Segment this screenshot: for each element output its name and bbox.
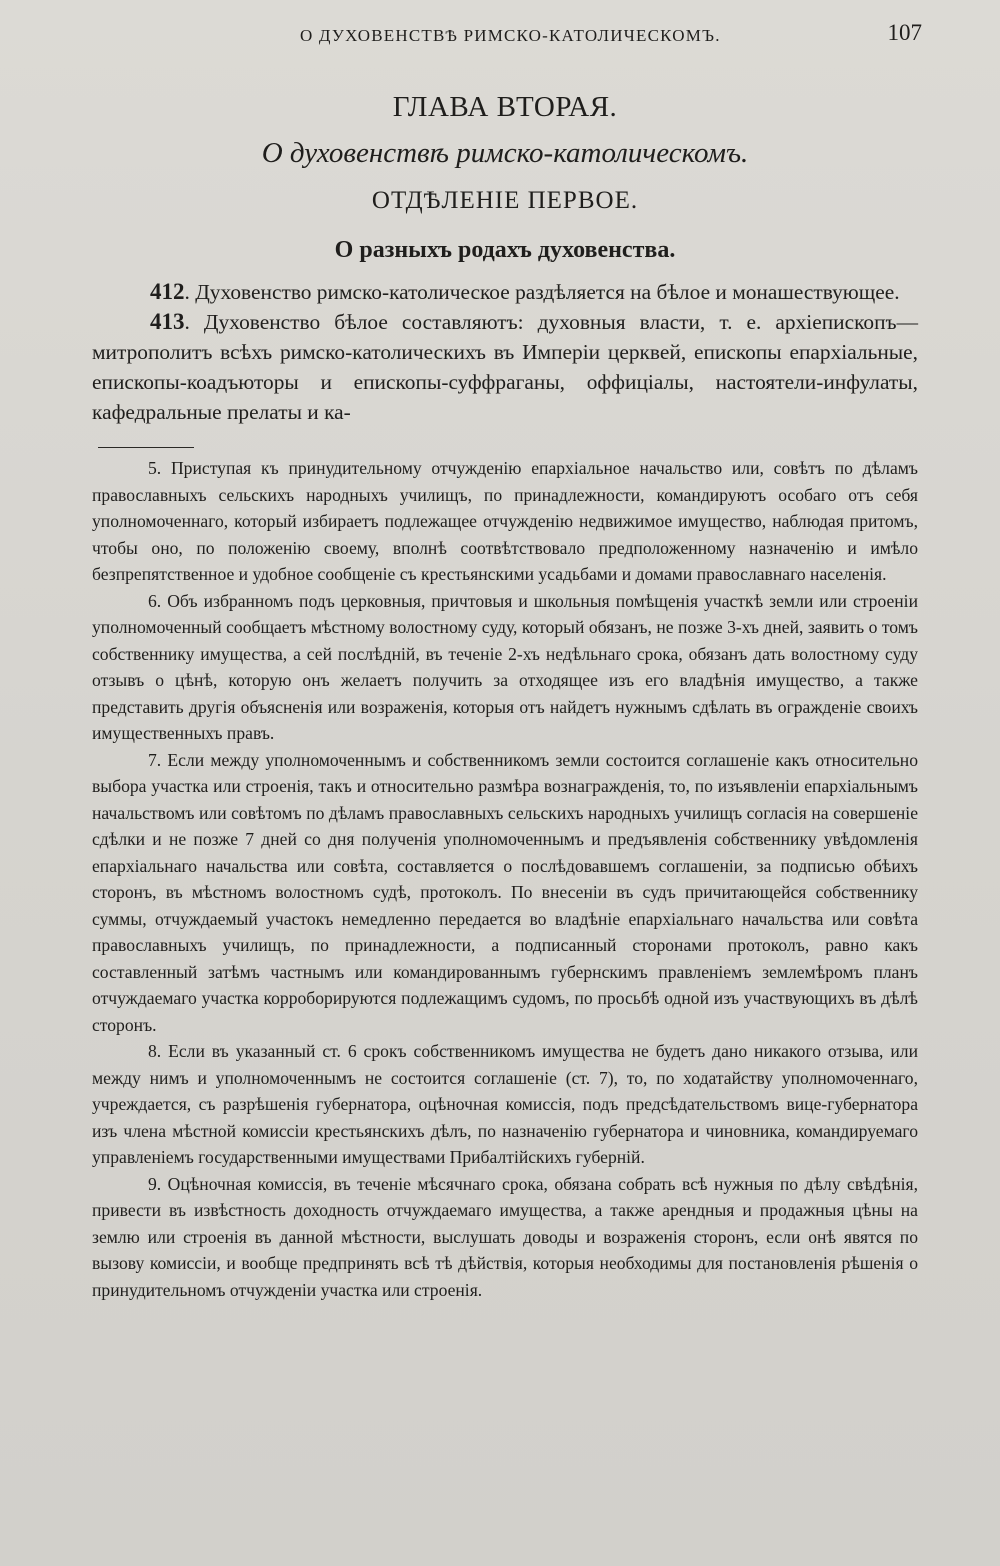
article-412 (92, 277, 918, 307)
article-text: . Духовенство бѣлое составляютъ: духовныя власти, т. е. архіепископъ—митрополитъ всѣхъ римско-католическихъ въ Имперіи церквей, епископы епархіальные, епископы-коадъюторы и епископы-суффраганы, оффиціалы, настоятели-инфулаты, кафедральные прелаты и ка- (92, 310, 918, 424)
footnote-6: 6. Объ избранномъ подъ церковныя, причтовыя и школьныя помѣщенія участкѣ земли или строеніи уполномоченный сообщаетъ мѣстному волостному суду, который обязанъ, не позже 3-хъ дней, заявить о томъ собственнику имущества, а сей послѣдній, въ теченіе 2-хъ недѣльнаго срока, обязанъ дать волостному суду отзывъ о цѣнѣ, которую онъ желаетъ получить за отходящее изъ его владѣнія имущество, а также представить другія объясненія или возраженія, которыя отъ найдетъ нужнымъ сдѣлать въ огражденіе своихъ имущественныхъ правъ. (92, 590, 918, 743)
article-number: 412 (150, 279, 185, 304)
running-title: О ДУХОВЕНСТВѢ РИМСКО-КАТОЛИЧЕСКОМЪ. (300, 26, 721, 45)
section-subtitle: О разныхъ родахъ духовенства. (334, 237, 676, 263)
running-header (92, 0, 922, 74)
page-number: 107 (887, 20, 922, 45)
chapter-subtitle: О духовенствѣ римско-католическомъ. (261, 137, 749, 169)
article-413 (92, 307, 918, 427)
article-text: . Духовенство римско-католическое раздѣляется на бѣлое и монашествующее. (184, 280, 900, 304)
footnote-divider (98, 447, 194, 448)
chapter-title: ГЛАВА ВТОРАЯ. (392, 91, 618, 123)
footnote-list (92, 455, 918, 1303)
section-title: ОТДѢЛЕНІЕ ПЕРВОЕ. (371, 187, 639, 214)
footnote-9: 9. Оцѣночная комиссія, въ теченіе мѣсячнаго срока, обязана собрать всѣ нужныя по дѣлу свѣдѣнія, привести въ извѣстность доходность отчуждаемаго имущества, а также арендныя и продажныя цѣны на землю или строенія въ данной мѣстности, выслушать доводы и возраженія сторонъ, если онѣ явятся по вызову комиссіи, и вообще предпринять всѣ тѣ дѣйствія, которыя необходимы для постановленія рѣшенія о принудительномъ отчужденіи участка или строенія. (92, 1173, 918, 1300)
article-number: 413 (150, 309, 185, 334)
footnote-7: 7. Если между уполномоченнымъ и собственникомъ земли состоится соглашеніе какъ относительно выбора участка или строенія, такъ и относительно размѣра вознагражденія, то, по изъявленіи епархіальнымъ начальствомъ или совѣтомъ по дѣламъ православныхъ сельскихъ народныхъ училищъ согласія на совершеніе сдѣлки и не позже 7 дней со дня полученія уполномоченнымъ и предъявленія собственнику увѣдомленія епархіальнаго начальства или совѣта, составляется о послѣдовавшемъ соглашеніи, за подписью обѣихъ сторонъ, въ мѣстномъ волостномъ судѣ, протоколъ. По внесеніи въ судъ причитающейся собственнику суммы, отчуждаемый участокъ немедленно передается во владѣніе епархіальнаго начальства или совѣта православныхъ училищъ, по принадлежности, а подписанный сторонами протоколъ, равно какъ составленный затѣмъ частнымъ или командированнымъ губернскимъ правленіемъ землемѣромъ планъ отчуждаемаго участка корроборируются подлежащимъ судомъ, по просьбѣ одной изъ участвующихъ въ дѣлѣ сторонъ. (92, 749, 918, 1035)
footnote-8: 8. Если въ указанный ст. 6 срокъ собственникомъ имущества не будетъ дано никакого отзыва, или между нимъ и уполномоченнымъ не состоится соглашеніе (ст. 7), то, по ходатайству уполномоченнаго, учреждается, съ разрѣшенія губернатора, оцѣночная комиссія, подъ предсѣдательствомъ вице-губернатора изъ члена мѣстной комиссіи крестьянскихъ дѣлъ, по назначенію губернатора и чиновника, командируемаго управленіемъ государственными имуществами Прибалтійскихъ губерній. (92, 1041, 918, 1167)
footnote-5: 5. Приступая къ принудительному отчужденію епархіальное начальство или, совѣтъ по дѣламъ православныхъ сельскихъ народныхъ училищъ, по принадлежности, командируютъ особаго отъ себя уполномоченнаго, который избираетъ подлежащее отчужденію недвижимое имущество, наблюдая притомъ, чтобы оно, по положенію своему, вполнѣ соотвѣтствовало предположенному назначенію и имѣло безпрепятственное и удобное сообщеніе съ крестьянскими усадьбами и домами православнаго населенія. (92, 458, 918, 584)
article-list (92, 277, 918, 427)
